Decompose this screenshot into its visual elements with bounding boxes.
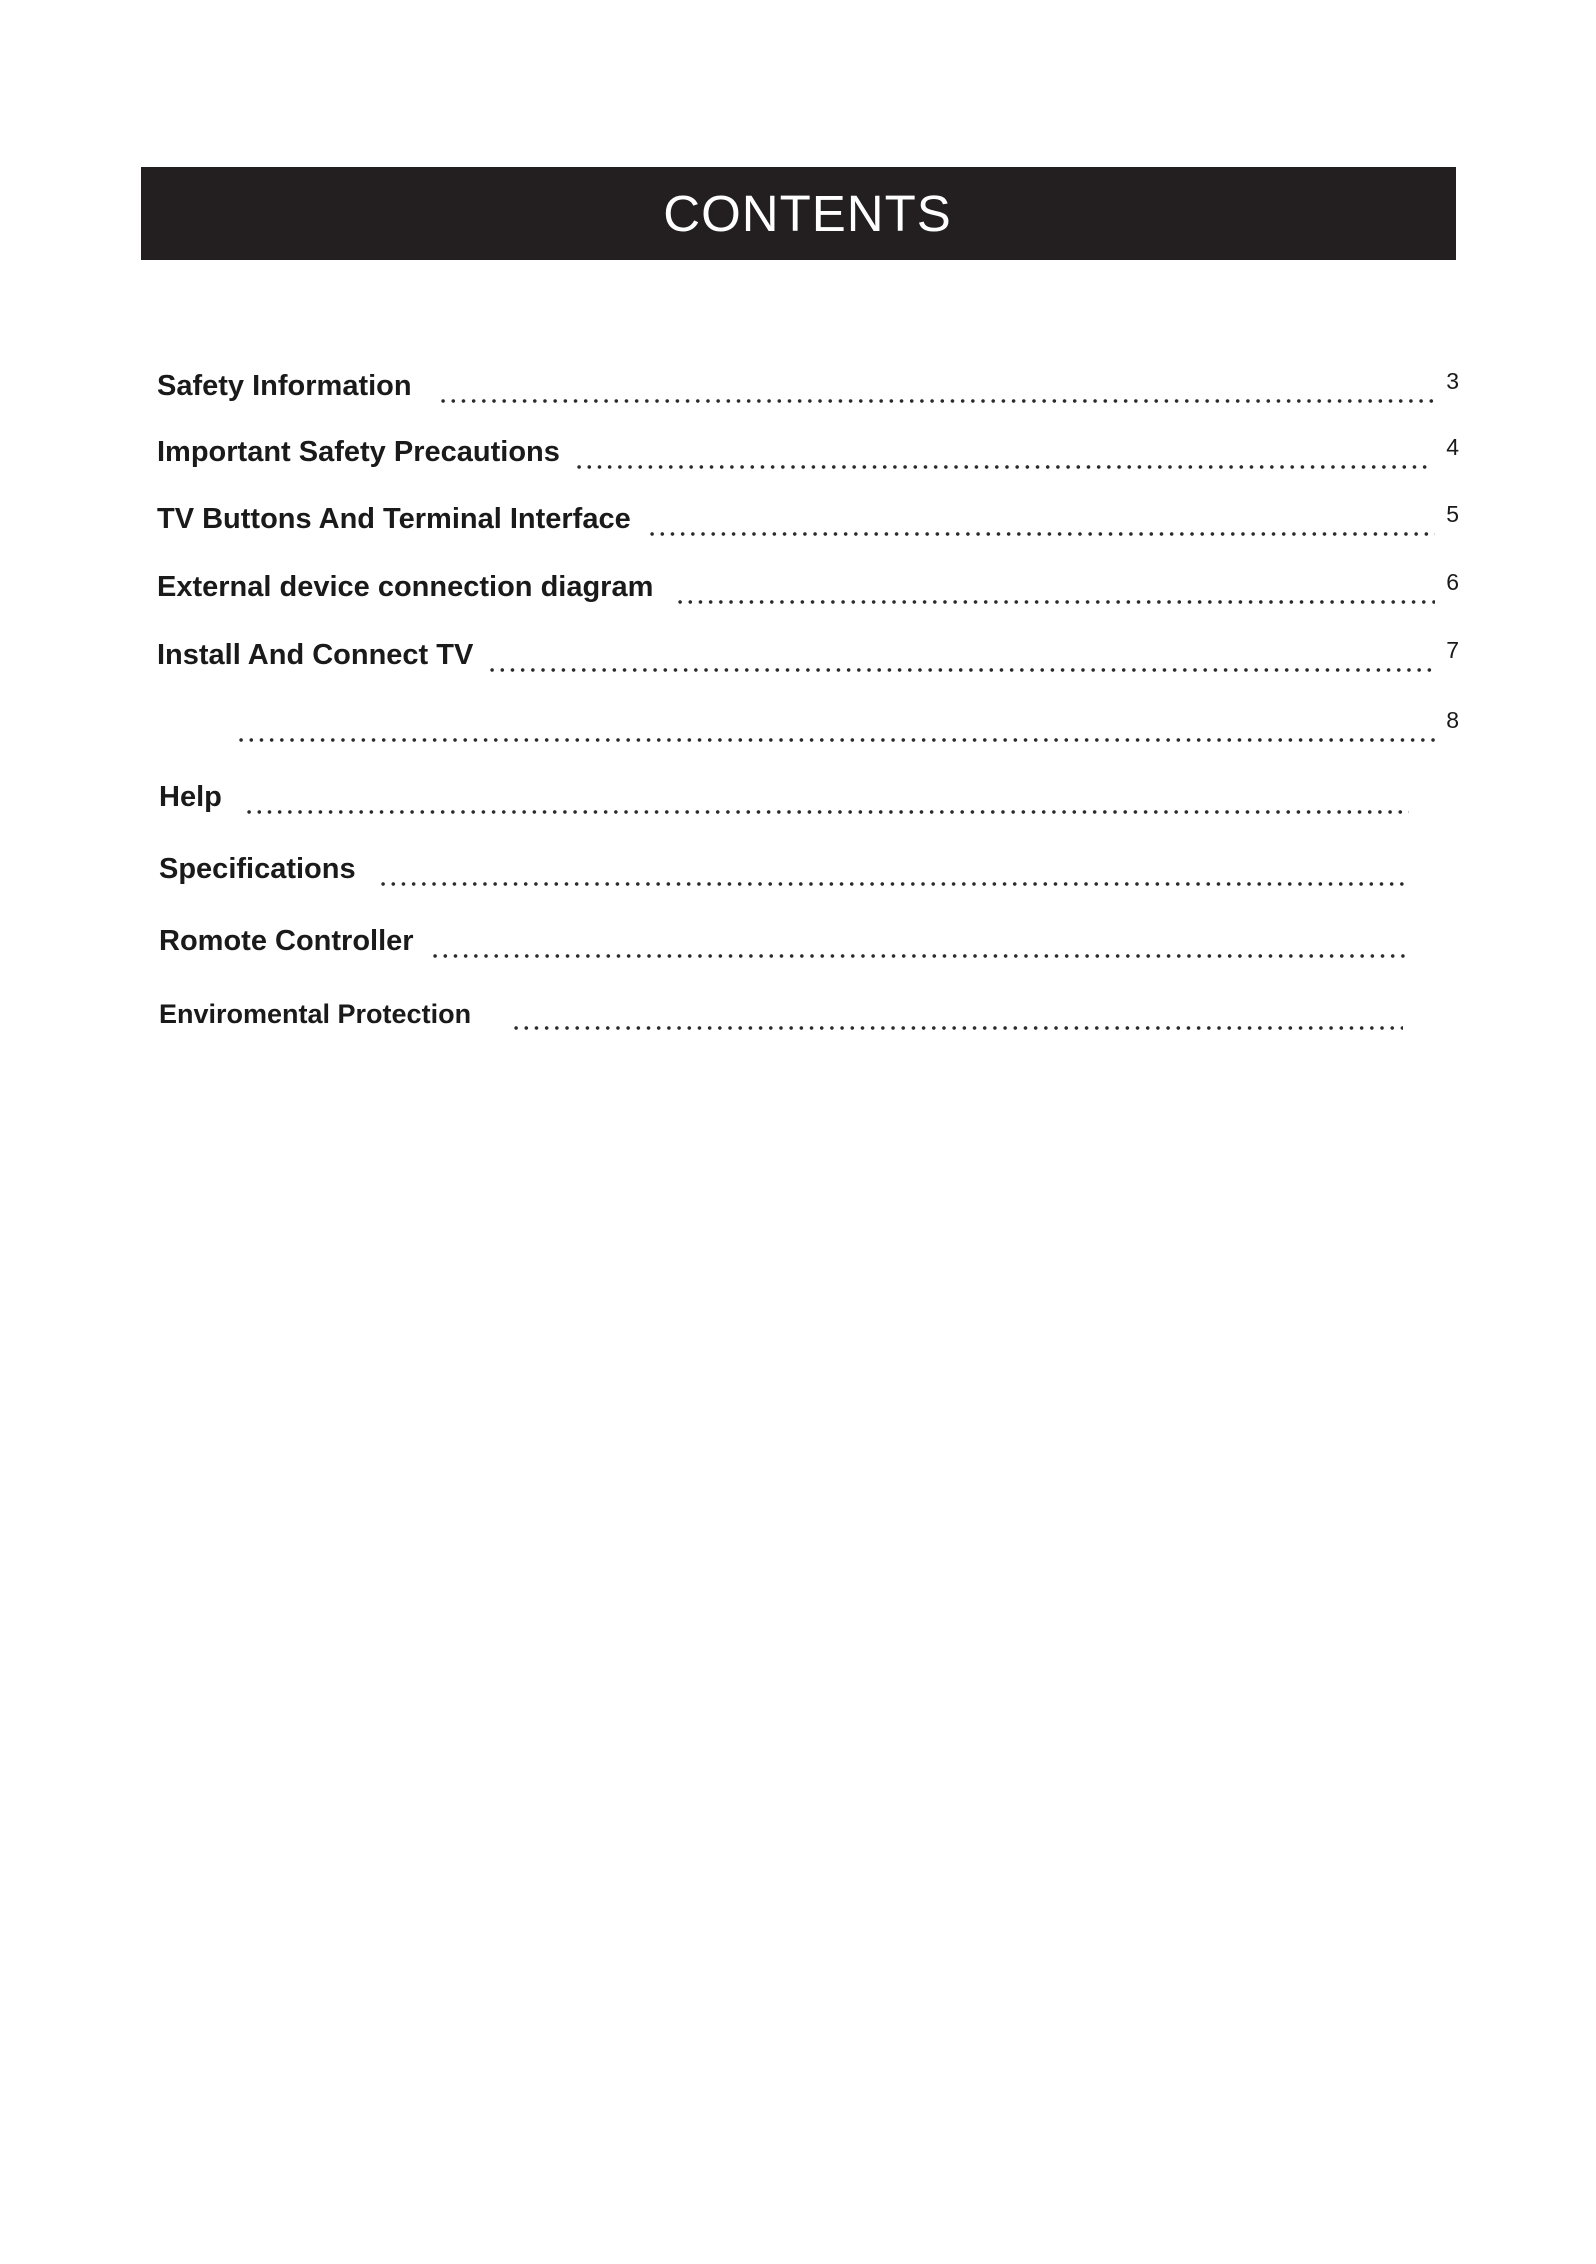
page-title: CONTENTS bbox=[663, 185, 952, 242]
dot-leader bbox=[574, 441, 1429, 471]
toc-entry-external-device-connection[interactable] bbox=[157, 566, 1459, 606]
toc-entry-label: TV Buttons And Terminal Interface bbox=[157, 503, 631, 535]
dot-leader bbox=[430, 930, 1409, 960]
toc-entry-label: Romote Controller bbox=[159, 925, 414, 957]
dot-leader bbox=[244, 786, 1409, 816]
dot-leader bbox=[487, 644, 1435, 674]
toc-entry-label: Enviromental Protection bbox=[159, 999, 472, 1029]
toc-entry-label: Help bbox=[159, 781, 222, 813]
toc-page-number: 3 bbox=[1446, 368, 1459, 394]
dot-leader bbox=[378, 858, 1409, 888]
toc-page-number: 6 bbox=[1446, 569, 1459, 595]
toc-entry-tv-buttons[interactable] bbox=[157, 498, 1459, 538]
dot-leader bbox=[438, 375, 1435, 405]
toc-entry-important-safety-precautions[interactable] bbox=[157, 431, 1459, 471]
dot-leader bbox=[647, 508, 1435, 538]
toc-entry-label: Important Safety Precautions bbox=[157, 436, 560, 468]
dot-leader bbox=[675, 576, 1435, 606]
toc-entry-install-and-connect-tv[interactable] bbox=[157, 634, 1459, 674]
toc-page-number: 5 bbox=[1446, 501, 1459, 527]
toc-page-number: 8 bbox=[1446, 707, 1459, 733]
dot-leader bbox=[236, 714, 1435, 744]
dot-leader bbox=[511, 1002, 1403, 1032]
toc-entry-label: Install And Connect TV bbox=[157, 639, 474, 671]
toc-entry-safety-information[interactable] bbox=[157, 365, 1459, 405]
toc-entry-label: External device connection diagram bbox=[157, 571, 654, 603]
toc-entry-specifications[interactable] bbox=[159, 848, 1409, 888]
toc-entry-label: Safety Information bbox=[157, 370, 412, 402]
toc-page-number: 7 bbox=[1446, 637, 1459, 663]
toc-entry-unlabeled[interactable] bbox=[222, 704, 1459, 744]
toc-entry-help[interactable] bbox=[159, 776, 1409, 816]
toc-entry-label: Specifications bbox=[159, 853, 356, 885]
toc-entry-environmental-protection[interactable] bbox=[159, 992, 1403, 1032]
toc-entry-remote-controller[interactable] bbox=[159, 920, 1409, 960]
toc-page-number: 4 bbox=[1446, 434, 1459, 460]
